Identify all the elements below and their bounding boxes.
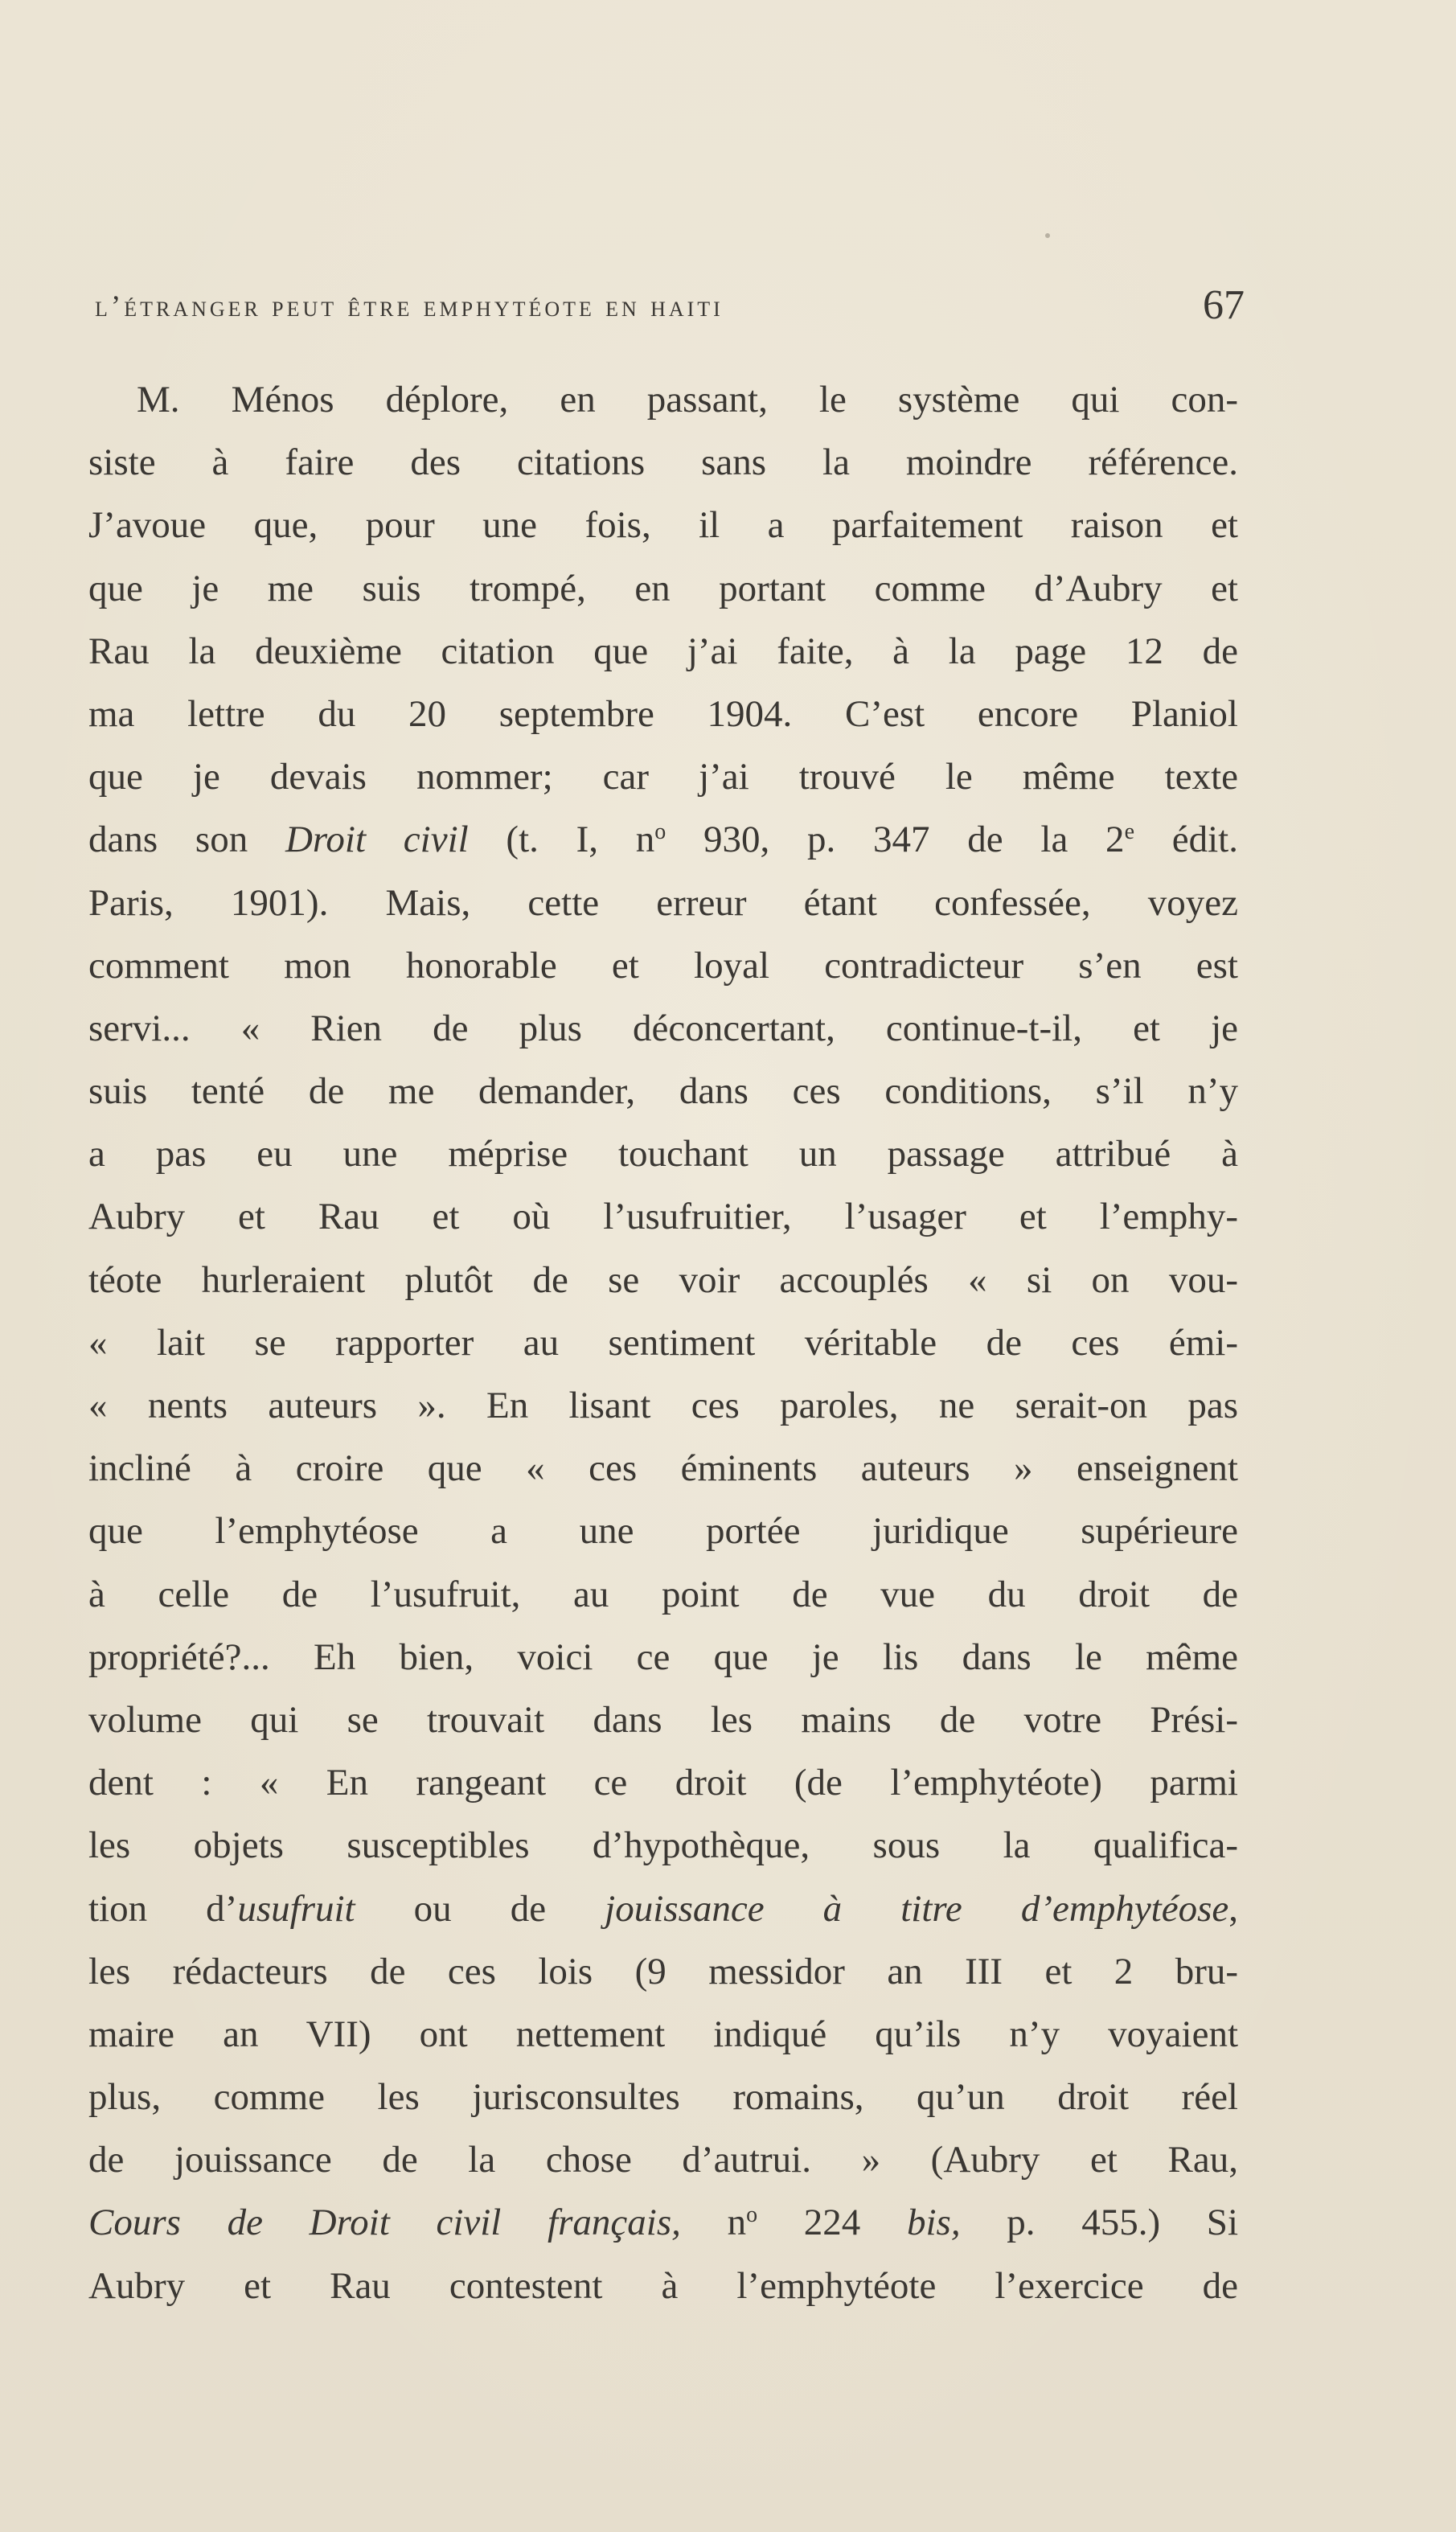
text-line	[88, 808, 1238, 871]
paper-speck	[1045, 233, 1050, 238]
italic-term: jouissance à titre d’emphytéose	[605, 1887, 1229, 1930]
body-text	[88, 368, 1238, 2317]
running-title: l’étranger peut être emphytéote en haiti	[95, 290, 724, 323]
text-line: les objets susceptibles d’hypothèque, sous la qualifica-	[88, 1824, 1238, 1867]
text-line: Aubry et Rau contestent à l’emphytéote l’exercice de	[88, 2264, 1238, 2307]
text-line: maire an VII) ont nettement indiqué qu’ils n’y voyaient	[88, 2013, 1238, 2055]
text-line: Rau la deuxième citation que j’ai faite, à la page 12 de	[88, 630, 1238, 672]
text-line: volume qui se trouvait dans les mains de votre Prési-	[88, 1698, 1238, 1741]
text-line: ma lettre du 20 septembre 1904. C’est encore Planiol	[88, 692, 1238, 735]
text-line: suis tenté de me demander, dans ces conditions, s’il n’y	[88, 1070, 1238, 1113]
text-segment: ,	[1228, 1887, 1238, 1930]
text-line: a pas eu une méprise touchant un passage attribué à	[88, 1133, 1238, 1176]
text-line: Aubry et Rau et où l’usufruitier, l’usager et l’emphy-	[88, 1196, 1238, 1238]
page-number: 67	[1203, 282, 1245, 328]
text-line: dent : « En rangeant ce droit (de l’emphytéote) parmi	[88, 1762, 1238, 1804]
text-line: téote hurleraient plutôt de se voir accouplés « si on vou-	[88, 1258, 1238, 1301]
italic-title: Droit civil	[285, 819, 469, 861]
superscript: o	[654, 819, 666, 845]
text-line: que l’emphytéose a une portée juridique supérieure	[88, 1510, 1238, 1553]
text-line: servi... « Rien de plus déconcertant, continue-t-il, et je	[88, 1007, 1238, 1049]
text-line: que je me suis trompé, en portant comme d’Aubry et	[88, 567, 1238, 609]
text-segment: édit.	[1134, 819, 1238, 861]
italic-term: bis,	[906, 2202, 961, 2244]
superscript: e	[1124, 819, 1134, 845]
text-segment: p. 455.) Si	[960, 2202, 1239, 2244]
superscript: o	[746, 2202, 758, 2228]
text-line: J’avoue que, pour une fois, il a parfaitement raison et	[88, 504, 1238, 547]
text-segment: dans son	[88, 819, 285, 861]
text-segment: 224	[757, 2202, 907, 2244]
page-header	[95, 281, 1245, 338]
text-line: siste à faire des citations sans la moindre référence.	[88, 441, 1238, 484]
text-line: Paris, 1901). Mais, cette erreur étant confessée, voyez	[88, 881, 1238, 924]
text-segment: tion d’	[88, 1887, 238, 1930]
text-line: comment mon honorable et loyal contradicteur s’en est	[88, 944, 1238, 987]
text-line: à celle de l’usufruit, au point de vue du droit de	[88, 1573, 1238, 1615]
text-line: « lait se rapporter au sentiment véritable de ces émi-	[88, 1321, 1238, 1364]
text-line: plus, comme les jurisconsultes romains, qu’un droit réel	[88, 2076, 1238, 2119]
text-line	[88, 2191, 1238, 2254]
text-line: de jouissance de la chose d’autrui. » (Aubry et Rau,	[88, 2139, 1238, 2181]
text-segment: n	[680, 2202, 747, 2244]
text-line: que je devais nommer; car j’ai trouvé le même texte	[88, 756, 1238, 798]
text-line: « nents auteurs ». En lisant ces paroles, ne serait-on pas	[88, 1385, 1238, 1426]
text-segment: ou de	[355, 1887, 605, 1930]
text-line: incliné à croire que « ces éminents auteurs » enseignent	[88, 1447, 1238, 1490]
text-segment: 930, p. 347 de la 2	[666, 819, 1125, 861]
text-line: les rédacteurs de ces lois (9 messidor an III et 2 bru-	[88, 1950, 1238, 1992]
text-segment: (t. I, n	[468, 819, 655, 861]
text-line: propriété?... Eh bien, voici ce que je lis dans le même	[88, 1635, 1238, 1678]
italic-term: usufruit	[237, 1887, 355, 1930]
italic-title: Cours de Droit civil français,	[88, 2202, 681, 2244]
text-line	[88, 1877, 1238, 1940]
text-line: M. Ménos déplore, en passant, le système qui con-	[137, 379, 1238, 421]
